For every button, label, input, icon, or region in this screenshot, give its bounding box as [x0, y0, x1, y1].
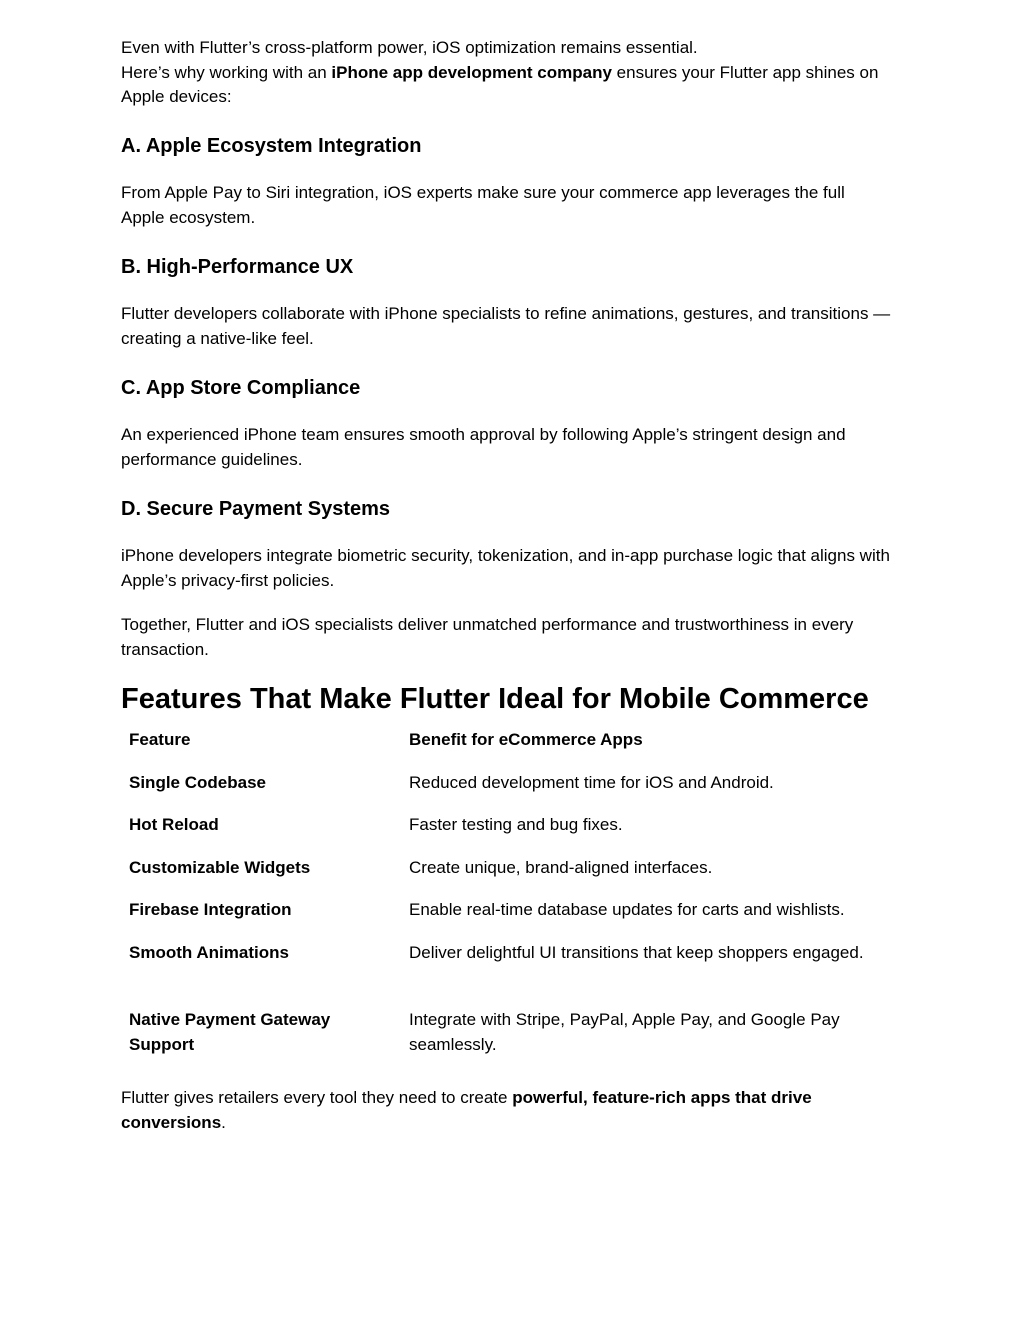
intro-paragraph: [121, 36, 891, 110]
benefit-cell: Deliver delightful UI transitions that keep shoppers engaged.: [409, 943, 864, 962]
intro-text-end: ensures your Flutter app shines on Apple devices:: [121, 62, 879, 106]
benefit-cell: Faster testing and bug fixes.: [409, 815, 623, 834]
benefit-cell: Enable real-time database updates for carts and wishlists.: [409, 900, 845, 919]
feature-cell: Single Codebase: [129, 773, 266, 792]
header-feature: Feature: [129, 730, 191, 749]
section-text: Flutter developers collaborate with iPhone specialists to refine animations, gestures, and transitions — creating a native-like feel.: [121, 304, 891, 348]
closing-end: .: [221, 1112, 226, 1132]
section-text: iPhone developers integrate biometric security, tokenization, and in-app purchase logic that aligns with Apple’s privacy-first policies.: [121, 546, 890, 590]
benefit-cell: Create unique, brand-aligned interfaces.: [409, 858, 713, 877]
section-text: From Apple Pay to Siri integration, iOS experts make sure your commerce app leverages the full Apple ecosystem.: [121, 183, 845, 227]
feature-cell: Firebase Integration: [129, 900, 292, 919]
features-heading: Features That Make Flutter Ideal for Mobile Commerce: [121, 683, 869, 715]
section-heading: B. High-Performance UX: [121, 256, 354, 278]
feature-cell: Smooth Animations: [129, 943, 289, 962]
closing-paragraph: [121, 1086, 891, 1135]
closing-text: Flutter gives retailers every tool they need to create: [121, 1088, 513, 1107]
section-heading: A. Apple Ecosystem Integration: [121, 135, 422, 157]
intro-line: Even with Flutter’s cross-platform power, iOS optimization remains essential.: [121, 38, 698, 57]
together-paragraph: Together, Flutter and iOS specialists deliver unmatched performance and trustworthiness in every transaction.: [121, 615, 854, 659]
intro-text: Here’s why working with an: [121, 62, 332, 82]
feature-cell: Hot Reload: [129, 815, 219, 834]
header-benefit: Benefit for eCommerce Apps: [409, 730, 643, 749]
closing-bold: powerful, feature-rich apps that drive conversions: [121, 1088, 812, 1132]
benefit-cell: Integrate with Stripe, PayPal, Apple Pay, and Google Pay seamlessly.: [409, 1010, 840, 1054]
feature-cell: Customizable Widgets: [129, 858, 311, 877]
benefit-cell: Reduced development time for iOS and Android.: [409, 773, 774, 792]
section-heading: C. App Store Compliance: [121, 377, 361, 399]
intro-bold: iPhone app development company: [331, 62, 612, 82]
feature-cell: Native Payment Gateway Support: [129, 1010, 331, 1054]
section-text: An experienced iPhone team ensures smooth approval by following Apple’s stringent design and performance guidelines.: [121, 425, 846, 469]
section-heading: D. Secure Payment Systems: [121, 498, 391, 520]
